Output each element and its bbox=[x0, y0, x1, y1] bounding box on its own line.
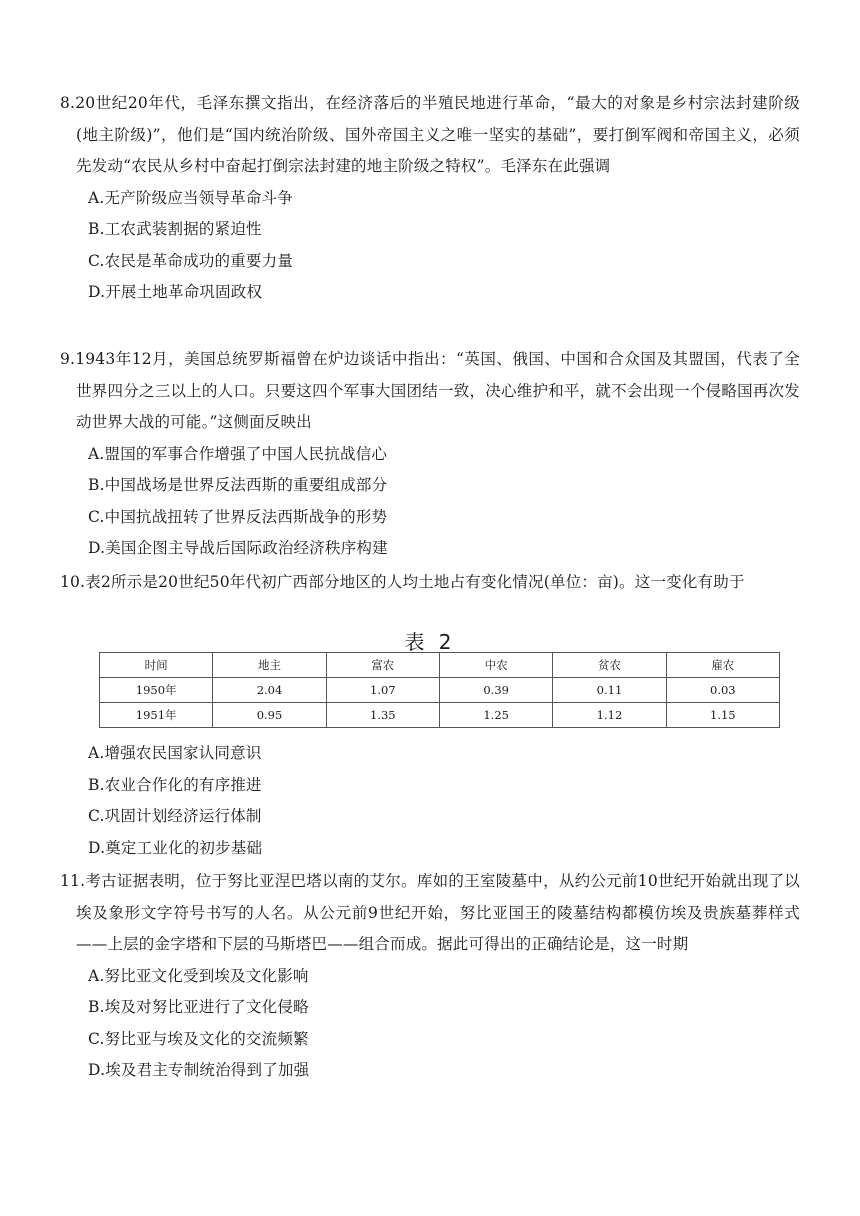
question-9 bbox=[60, 344, 800, 565]
option-c[interactable]: C.中国抗战扭转了世界反法西斯战争的形势 bbox=[88, 507, 388, 526]
question-8 bbox=[60, 88, 800, 309]
table-cell: 1.35 bbox=[326, 703, 439, 728]
question-stem: 11.考古证据表明，位于努比亚涅巴塔以南的艾尔。库如的王室陵墓中，从约公元前10世纪开始就出现了以埃及象形文字符号书写的人名。从公元前9世纪开始，努比亚国王的陵墓结构都模仿埃及贵族墓葬样式——上层的金字塔和下层的马斯塔巴——组合而成。据此可得出的正确结论是，这一时期 bbox=[60, 872, 800, 953]
table-cell: 0.95 bbox=[213, 703, 326, 728]
question-stem: 8.20世纪20年代，毛泽东撰文指出，在经济落后的半殖民地进行革命，“最大的对象是乡村宗法封建阶级(地主阶级)”，他们是“国内统治阶级、国外帝国主义之唯一坚实的基础”，要打倒军阀和帝国主义，必须先发动“农民从乡村中奋起打倒宗法封建的地主阶级之特权”。毛泽东在此强调 bbox=[60, 94, 800, 175]
table-cell: 1.07 bbox=[326, 678, 439, 703]
table-header-cell: 贫农 bbox=[553, 653, 666, 678]
question-11 bbox=[60, 866, 800, 1087]
option-c[interactable]: C.巩固计划经济运行体制 bbox=[88, 807, 262, 825]
table-header-cell: 雇农 bbox=[666, 653, 779, 678]
option-b[interactable]: B.农业合作化的有序推进 bbox=[88, 775, 262, 794]
table-header-cell: 中农 bbox=[439, 653, 552, 678]
option-a[interactable]: A.无产阶级应当领导革命斗争 bbox=[88, 188, 293, 207]
question-10 bbox=[60, 567, 800, 599]
option-d[interactable]: D.奠定工业化的初步基础 bbox=[88, 838, 263, 857]
option-b[interactable]: B.中国战场是世界反法西斯的重要组成部分 bbox=[88, 476, 388, 494]
question-stem: 9.1943年12月，美国总统罗斯福曾在炉边谈话中指出：“英国、俄国、中国和合众国及其盟国，代表了全世界四分之三以上的人口。只要这四个军事大国团结一致，决心维护和平，就不会出现一个侵略国再次发动世界大战的可能。”这侧面反映出 bbox=[60, 350, 800, 431]
table-cell: 1.12 bbox=[553, 703, 666, 728]
question-10-options bbox=[60, 738, 800, 864]
table-cell: 1951年 bbox=[100, 703, 213, 728]
table-row bbox=[100, 703, 780, 728]
land-table bbox=[99, 652, 780, 728]
table-header-cell: 时间 bbox=[100, 653, 213, 678]
table-cell: 1950年 bbox=[100, 678, 213, 703]
table-cell: 0.39 bbox=[439, 678, 552, 703]
table-row bbox=[100, 678, 780, 703]
table-cell: 0.11 bbox=[553, 678, 666, 703]
table-cell: 1.25 bbox=[439, 703, 552, 728]
table-header-cell: 地主 bbox=[213, 653, 326, 678]
option-d[interactable]: D.埃及君主专制统治得到了加强 bbox=[88, 1061, 310, 1079]
option-d[interactable]: D.开展土地革命巩固政权 bbox=[88, 283, 263, 301]
option-c[interactable]: C.努比亚与埃及文化的交流频繁 bbox=[88, 1029, 309, 1048]
table-title: 表 2 bbox=[404, 630, 456, 654]
table-header-row bbox=[100, 653, 780, 678]
option-a[interactable]: A.增强农民国家认同意识 bbox=[88, 744, 262, 762]
table-cell: 0.03 bbox=[666, 678, 779, 703]
option-b[interactable]: B.工农武装割据的紧迫性 bbox=[88, 220, 262, 238]
table-cell: 1.15 bbox=[666, 703, 779, 728]
option-d[interactable]: D.美国企图主导战后国际政治经济秩序构建 bbox=[88, 539, 388, 557]
option-c[interactable]: C.农民是革命成功的重要力量 bbox=[88, 251, 294, 270]
option-b[interactable]: B.埃及对努比亚进行了文化侵略 bbox=[88, 998, 309, 1016]
table-header-cell: 富农 bbox=[326, 653, 439, 678]
table-cell: 2.04 bbox=[213, 678, 326, 703]
option-a[interactable]: A.盟国的军事合作增强了中国人民抗战信心 bbox=[88, 444, 388, 463]
option-a[interactable]: A.努比亚文化受到埃及文化影响 bbox=[88, 966, 309, 985]
question-stem: 10.表2所示是20世纪50年代初广西部分地区的人均土地占有变化情况(单位：亩)。这一变化有助于 bbox=[60, 573, 745, 591]
